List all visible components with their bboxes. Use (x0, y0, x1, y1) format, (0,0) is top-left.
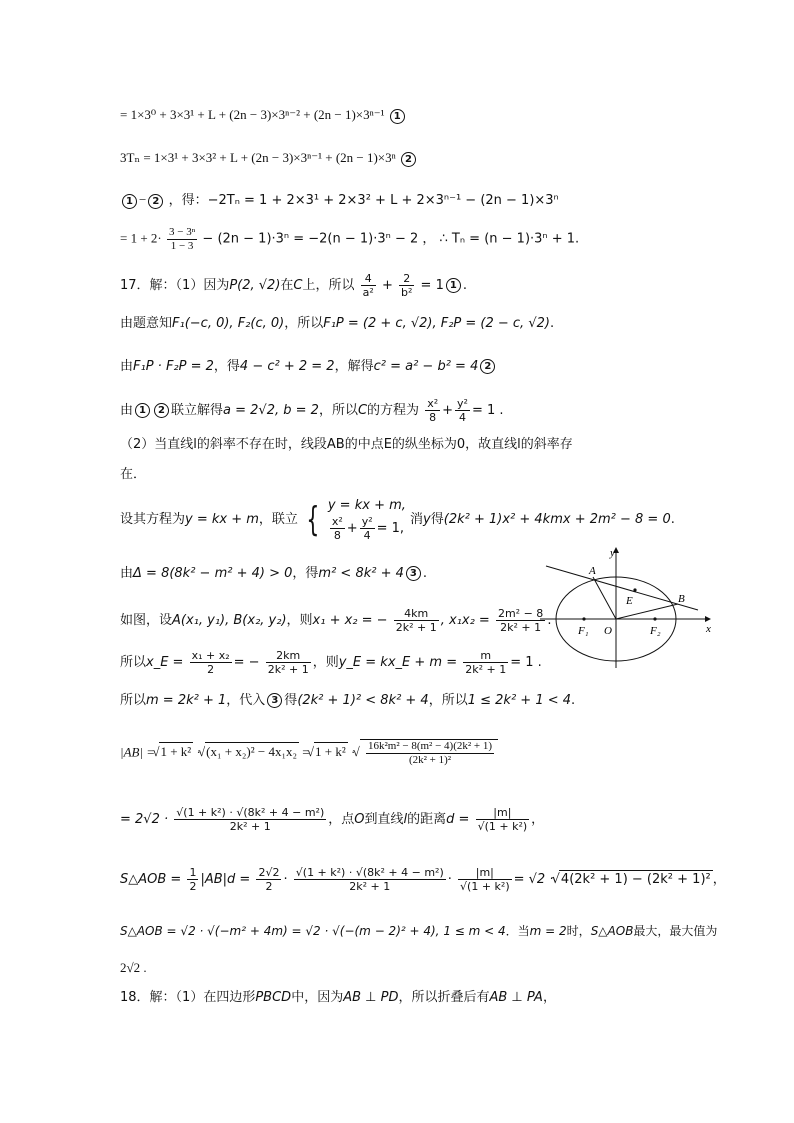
text: ， (542, 990, 556, 1005)
formula-line-15 (120, 692, 575, 710)
equation-system (328, 497, 406, 542)
paragraph-line: 在． (120, 467, 147, 482)
formula-line-19 (120, 922, 717, 940)
text: 中，因为 (291, 990, 344, 1005)
text: ，所以折叠后有 (398, 990, 490, 1005)
fraction (476, 806, 530, 833)
fraction-denominator: 4 (458, 411, 466, 424)
fraction-numerator: 1 (189, 866, 197, 879)
formula-line-1 (120, 106, 407, 124)
fraction-denominator: 2k² + 1 (465, 663, 507, 676)
text: ，所以 (428, 693, 468, 708)
fraction-numerator: 2 (399, 272, 414, 286)
text: . (422, 566, 428, 581)
fraction-denominator: 2 (207, 663, 215, 676)
formula-text: = 1 + 2· (120, 230, 162, 246)
math: y = kx + m (185, 512, 259, 527)
fraction-numerator: 4km (394, 607, 439, 621)
fraction-numerator: √(1 + k²) · √(8k² + 4 − m²) (176, 806, 325, 819)
math: (2k² + 1)² < 8k² + 4 (297, 693, 429, 708)
fraction-denominator: √(1 + k²) (477, 820, 528, 833)
text: ，则 (286, 613, 313, 628)
text: ， (712, 872, 726, 887)
circled-number-mark: 1 (390, 109, 405, 124)
plus: + (381, 278, 393, 293)
circled-number-mark: 2 (401, 152, 416, 167)
fraction (360, 515, 375, 542)
fraction-denominator: 2 (265, 880, 273, 893)
fraction (167, 226, 197, 253)
text: 由 (120, 403, 134, 418)
text: . (549, 316, 555, 331)
sqrt: √ 1 + k² (159, 742, 193, 761)
label-a: A (589, 565, 596, 577)
text: ， (531, 812, 545, 827)
plus: + (346, 521, 358, 536)
fraction-denominator: 2k² + 1 (500, 621, 542, 634)
text: ，所以 (284, 316, 324, 331)
math: O (354, 812, 365, 827)
formula-line-20: 2√2 . (120, 960, 147, 975)
circled-number-mark: 2 (480, 359, 495, 374)
fraction-numerator: x₁ + x₂ (191, 649, 230, 662)
text: 得 (430, 512, 444, 527)
formula-text: 3Tₙ = 1×3¹ + 3×3² + L + (2n − 3)×3ⁿ⁻¹ + (2n − 1)×3ⁿ (120, 150, 396, 165)
text: = 1 . (471, 403, 504, 418)
label-x: x (706, 623, 711, 635)
fraction-numerator: x² (427, 397, 439, 410)
text: 如图，设 (120, 613, 173, 628)
math: |AB|d = (200, 872, 251, 887)
formula-line-13 (120, 607, 551, 634)
math: 4 − c² + 2 = 2 (239, 359, 335, 374)
math: |AB| = (120, 744, 156, 760)
fraction (190, 649, 232, 676)
fraction-denominator: 8 (429, 411, 437, 424)
text: ，得 (292, 566, 319, 581)
math: y_E = kx_E + m = (338, 655, 458, 670)
label-y: y (610, 547, 615, 559)
text: 联立解得 (171, 403, 224, 418)
equals: = 1 (420, 278, 444, 293)
text: 17．解：（1）因为 (120, 278, 230, 293)
text: ，点 (328, 812, 355, 827)
math: S△AOB (590, 924, 634, 938)
math: a = 2√2, b = 2 (223, 403, 319, 418)
formula-line-3 (120, 191, 559, 210)
math: Δ = 8(8k² − m² + 4) > 0 (133, 566, 293, 581)
sqrt: √ (x₁ + x₂)² − 4x₁x₂ (205, 742, 299, 761)
label-o: O (604, 625, 612, 637)
fraction-denominator: b² (401, 286, 413, 299)
formula-text: − (2n − 1)·3ⁿ = −2(n − 1)·3ⁿ − 2 ， ∴ Tₙ = (n − 1)·3ⁿ + 1. (202, 231, 580, 247)
math: S△AOB = (120, 872, 182, 887)
fraction (366, 740, 494, 767)
math: x₁ + x₂ = − (312, 613, 388, 628)
math: F₁P = (2 + c, √2), F₂P = (2 − c, √2) (323, 316, 550, 331)
fraction-numerator: y² (457, 397, 468, 410)
fraction (330, 515, 345, 542)
fraction-denominator: 2k² + 1 (349, 880, 391, 893)
dot: · (447, 872, 452, 887)
circled-number-mark: 3 (406, 566, 421, 581)
text: . (547, 613, 552, 628)
fraction-denominator: 2k² + 1 (267, 663, 309, 676)
math: m = 2 (529, 924, 567, 938)
math: x_E = (146, 655, 184, 670)
formula-line-6 (120, 315, 554, 333)
fraction-denominator: 2k² + 1 (229, 820, 271, 833)
fraction-numerator: |m| (476, 806, 530, 820)
fraction-numerator: 2√2 (258, 866, 280, 879)
fraction-numerator: √ 16k²m² − 8(m² − 4)(2k² + 1) (367, 740, 493, 752)
sqrt-large (360, 739, 498, 767)
fraction (455, 397, 470, 424)
math: F₁P · F₂P = 2 (133, 359, 214, 374)
formula-line-2 (120, 149, 418, 167)
point-f1 (582, 617, 585, 620)
formula-text: = 1×3⁰ + 3×3¹ + L + (2n − 3)×3ⁿ⁻² + (2n − 1)×3ⁿ⁻¹ (120, 107, 385, 122)
circled-number-mark: 2 (148, 194, 163, 209)
text: 在 (280, 278, 294, 293)
minus-sign: − (139, 192, 147, 207)
text: . (571, 693, 576, 708)
text: 由 (120, 566, 134, 581)
text: 时， (566, 924, 591, 938)
text: ，所以 (318, 403, 358, 418)
fraction-numerator: 4 (361, 272, 376, 286)
solution-18-heading (120, 989, 556, 1007)
math: m = 2k² + 1 (146, 693, 227, 708)
formula-line-7 (120, 358, 497, 376)
fraction (361, 272, 376, 299)
math: c² = a² − b² = 4 (373, 359, 479, 374)
formula-text: ，得：−2Tₙ = 1 + 2×3¹ + 2×3² + L + 2×3ⁿ⁻¹ − (2n − 1)×3ⁿ (168, 193, 559, 208)
math: PBCD (255, 990, 292, 1005)
fraction-numerator: |m| (458, 866, 512, 880)
math: (2k² + 1)x² + 4kmx + 2m² − 8 = 0 (443, 512, 671, 527)
text: 由 (120, 359, 134, 374)
paragraph-line: （2）当直线l的斜率不存在时，线段AB的中点E的纵坐标为0，故直线l的斜率存 (120, 437, 573, 452)
label-b: B (678, 593, 685, 605)
dot: · (196, 744, 201, 760)
text: ，联立 (258, 512, 298, 527)
sqrt: √ 1 + k² (314, 742, 348, 761)
formula-line-16 (120, 739, 498, 767)
math: AB ⊥ PD (343, 990, 399, 1005)
text: 18．解：（1）在四边形 (120, 990, 256, 1005)
text: 的方程为 (367, 403, 420, 418)
text: . (462, 278, 467, 293)
math: = √2 · (513, 872, 554, 887)
fraction-numerator: 2m² − 8 (497, 607, 544, 620)
fraction (174, 806, 326, 833)
fraction (394, 607, 439, 634)
fraction-denominator: 8 (333, 529, 341, 542)
fraction-numerator: 3 − 3ⁿ (169, 226, 196, 238)
point-e (633, 588, 636, 591)
math: P(2, √2) (229, 278, 281, 293)
ellipse-figure (538, 540, 718, 670)
circled-number-mark: 1 (122, 194, 137, 209)
equals: = (302, 744, 310, 760)
text: ，解得 (334, 359, 374, 374)
fraction-numerator: 2km (266, 649, 311, 663)
solution-17-heading (120, 272, 467, 299)
fraction-numerator: x² (331, 515, 343, 528)
text: ，则 (312, 655, 339, 670)
label-f1: F₁ (578, 625, 589, 637)
fraction-denominator: a² (362, 286, 374, 299)
math: y (423, 512, 431, 527)
formula-line-4 (120, 226, 579, 253)
fraction-denominator: 2k² + 1 (395, 621, 437, 634)
fraction-denominator: √(1 + k²) (460, 880, 510, 893)
circled-number-mark: 1 (135, 403, 150, 418)
fraction-denominator: 2 (189, 880, 197, 893)
text: 消 (410, 512, 424, 527)
text: = 1 . (510, 655, 542, 670)
fraction-numerator: y² (361, 515, 373, 528)
formula-line-11 (120, 497, 675, 542)
math: , x₁x₂ = (440, 613, 490, 628)
chord-line (546, 566, 698, 610)
text: ，代入 (226, 693, 266, 708)
math: = 2√2 · (120, 812, 169, 827)
circled-number-mark: 3 (267, 693, 282, 708)
text: 到直线 (364, 812, 404, 827)
point-f2 (653, 617, 656, 620)
text: = − (233, 655, 260, 670)
math: m² < 8k² + 4 (318, 566, 404, 581)
plus: + (442, 403, 454, 418)
formula-line-12 (120, 565, 427, 583)
text: . (670, 512, 675, 527)
text: 上，所以 (302, 278, 355, 293)
math: C (357, 403, 368, 418)
text: 的距离 (407, 812, 447, 827)
math: A(x₁, y₁), B(x₂, y₂) (172, 613, 287, 628)
sqrt: √ 4(2k² + 1) − (2k² + 1)² (559, 870, 713, 889)
formula-line-14 (120, 649, 542, 676)
math: C (293, 278, 303, 293)
fraction (256, 866, 281, 893)
text: 所以 (120, 693, 147, 708)
fraction (187, 866, 198, 893)
fraction (458, 866, 512, 893)
circled-number-mark: 2 (154, 403, 169, 418)
fraction-numerator: m (463, 649, 508, 663)
fraction (266, 649, 311, 676)
math: F₁(−c, 0), F₂(c, 0) (172, 316, 285, 331)
text: ．当 (505, 924, 530, 938)
math: 1 ≤ 2k² + 1 < 4 (467, 693, 572, 708)
fraction (399, 272, 414, 299)
label-f2: F₂ (650, 625, 661, 637)
text: = 1, (376, 521, 405, 536)
fraction-numerator: √(1 + k²) · √(8k² + 4 − m²) (295, 866, 444, 879)
circled-number-mark: 1 (446, 278, 461, 293)
math: y = kx + m, (327, 498, 406, 513)
label-e: E (626, 595, 633, 607)
math: S△AOB = √2 · √(−m² + 4m) = √2 · √(−(m − 2)² + 4), 1 ≤ m < 4 (120, 924, 506, 938)
left-brace: { (306, 499, 320, 540)
dot: · (283, 872, 288, 887)
fraction (463, 649, 508, 676)
math: d = (446, 812, 470, 827)
text: 设其方程为 (120, 512, 186, 527)
formula-line-17 (120, 806, 544, 833)
math: l (403, 812, 408, 827)
text: 由题意知 (120, 316, 173, 331)
text: 得 (284, 693, 298, 708)
fraction (425, 397, 440, 424)
fraction-denominator: 4 (363, 529, 371, 542)
math: AB ⊥ PA (489, 990, 543, 1005)
formula-line-8 (120, 397, 504, 424)
formula-line-18 (120, 866, 726, 893)
fraction (294, 866, 446, 893)
text: 最大，最大值为 (633, 924, 718, 938)
fraction-denominator: (2k² + 1)² (408, 754, 452, 766)
text: ，得 (213, 359, 240, 374)
dot: · (351, 744, 356, 760)
fraction-denominator: 1 − 3 (170, 240, 194, 252)
text: 所以 (120, 655, 147, 670)
